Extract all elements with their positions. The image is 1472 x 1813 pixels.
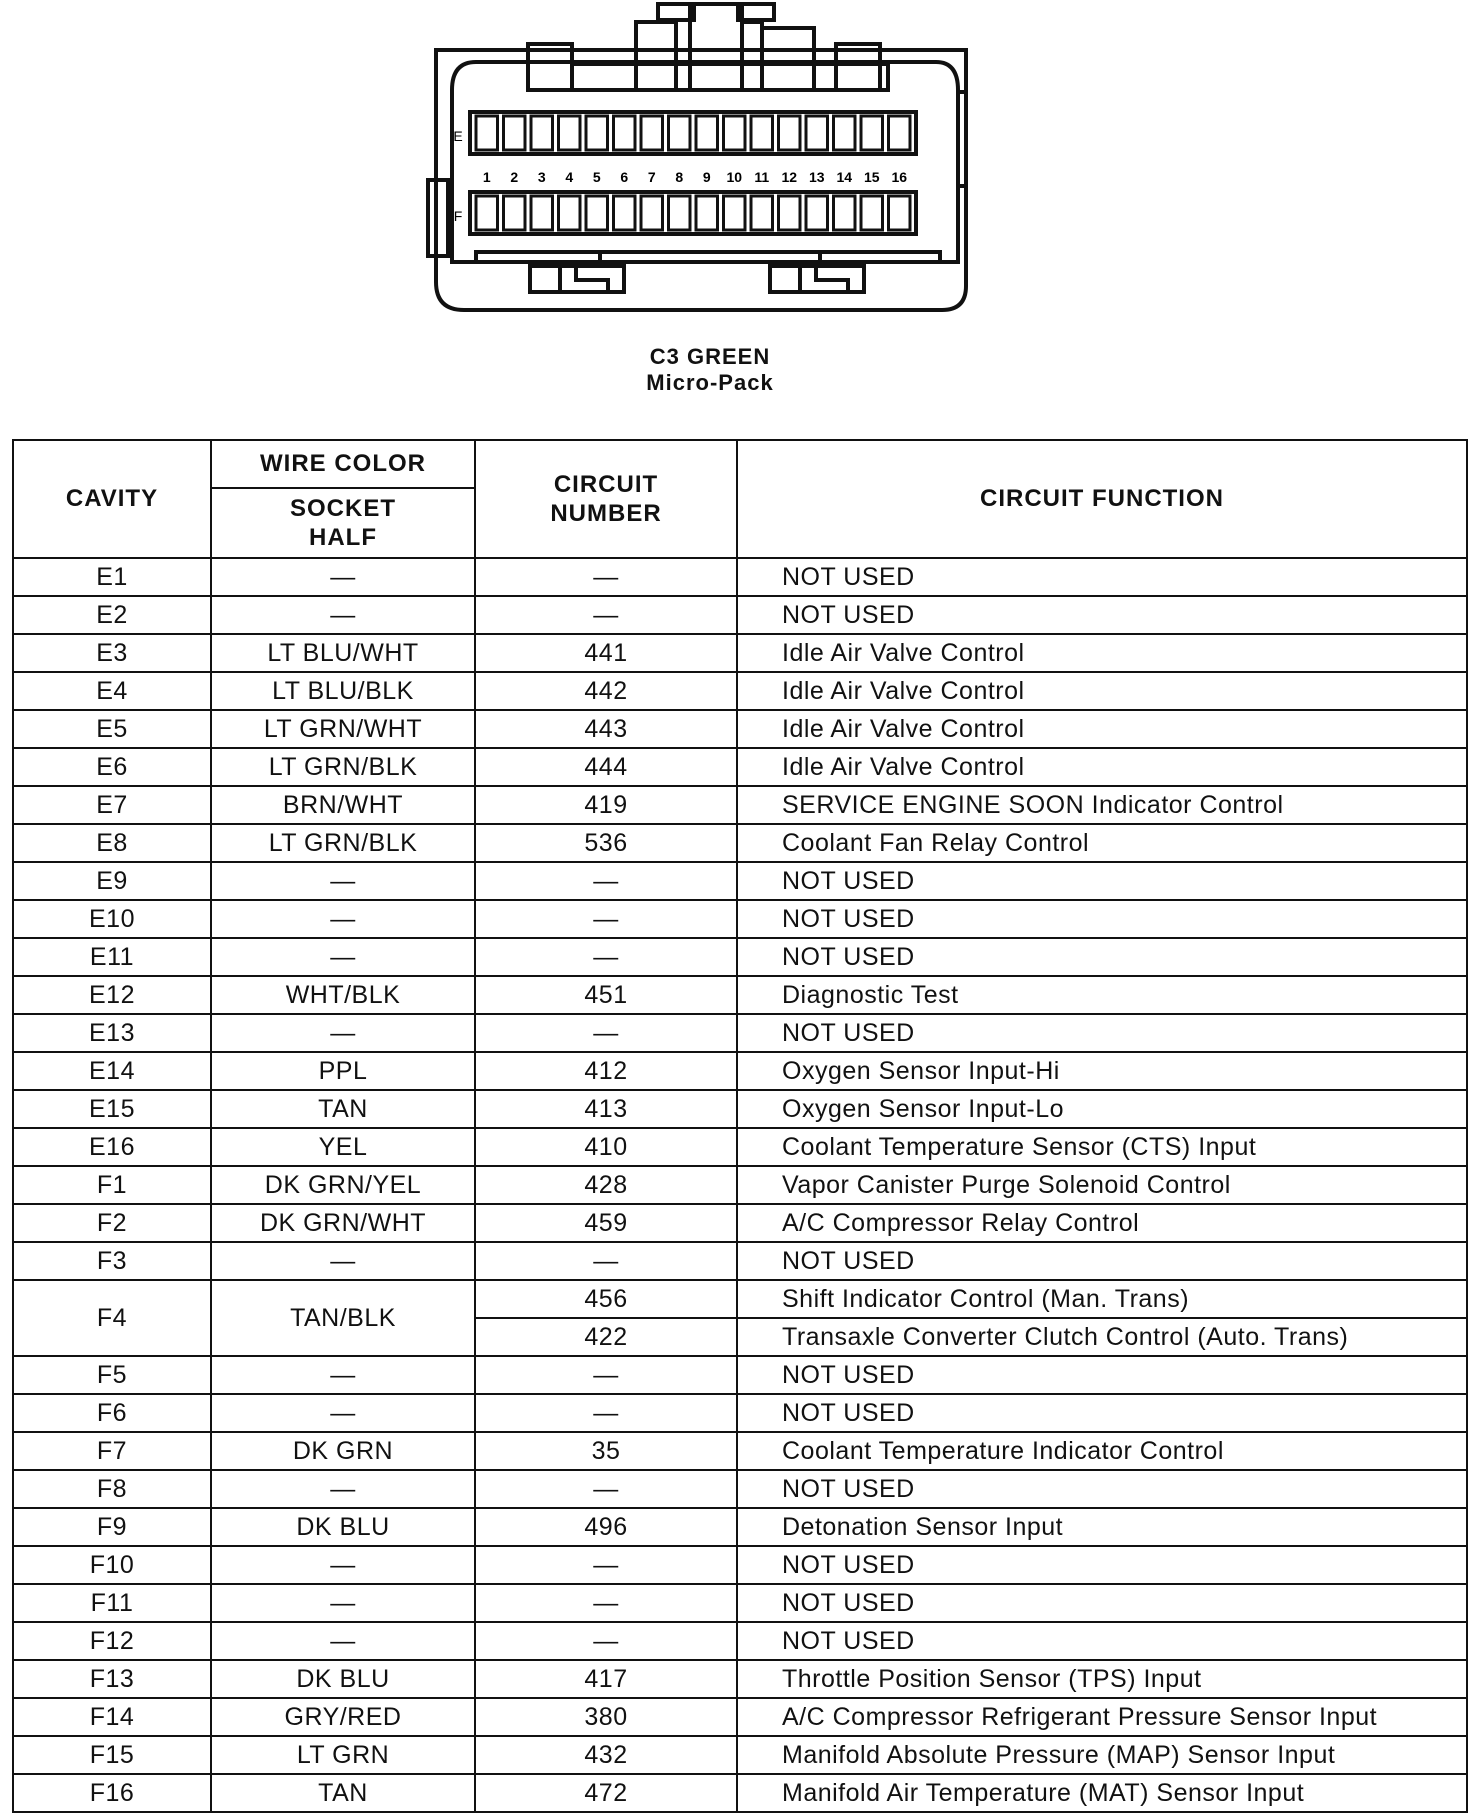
cavity-e14 <box>834 116 856 150</box>
cavity-e13 <box>806 116 828 150</box>
cell-cavity: E15 <box>13 1090 211 1128</box>
pin-number: 2 <box>510 169 519 185</box>
cell-circuit-number: — <box>475 938 737 976</box>
cell-circuit-number: 442 <box>475 672 737 710</box>
cell-wire-color: — <box>211 1470 475 1508</box>
table-row <box>13 710 1467 748</box>
table-row <box>13 1660 1467 1698</box>
cell-circuit-function: NOT USED <box>737 1470 1467 1508</box>
cavity-f5 <box>586 196 608 230</box>
row-e-frame <box>470 112 916 154</box>
cavity-f8 <box>669 196 691 230</box>
cavity-e16 <box>889 116 911 150</box>
table-row <box>13 862 1467 900</box>
cell-wire-color: DK BLU <box>211 1508 475 1546</box>
cell-circuit-function: NOT USED <box>737 1356 1467 1394</box>
table-row <box>13 748 1467 786</box>
pin-number: 5 <box>592 169 601 185</box>
cell-circuit-function: NOT USED <box>737 1242 1467 1280</box>
cavity-e15 <box>861 116 883 150</box>
cell-circuit-function: NOT USED <box>737 558 1467 596</box>
cell-circuit-number: — <box>475 1584 737 1622</box>
cell-wire-color: — <box>211 596 475 634</box>
row-f-label: F <box>453 208 463 224</box>
cell-circuit-function: Diagnostic Test <box>737 976 1467 1014</box>
cell-cavity: F8 <box>13 1470 211 1508</box>
cavity-f11 <box>751 196 773 230</box>
cell-cavity: E1 <box>13 558 211 596</box>
cell-circuit-number: — <box>475 1014 737 1052</box>
cell-wire-color: — <box>211 1622 475 1660</box>
pin-number: 8 <box>675 169 684 185</box>
table-row <box>13 1166 1467 1204</box>
cell-cavity: E7 <box>13 786 211 824</box>
table-row <box>13 1774 1467 1812</box>
cell-circuit-function: NOT USED <box>737 596 1467 634</box>
connector-caption-name: C3 GREEN <box>649 344 771 369</box>
cell-wire-color: — <box>211 1356 475 1394</box>
cell-circuit-function: SERVICE ENGINE SOON Indicator Control <box>737 786 1467 824</box>
cell-wire-color: PPL <box>211 1052 475 1090</box>
header-circuit-number: CIRCUIT NUMBER <box>475 440 737 558</box>
cell-cavity: E8 <box>13 824 211 862</box>
cell-wire-color: — <box>211 1584 475 1622</box>
cell-wire-color: LT GRN/BLK <box>211 748 475 786</box>
cell-cavity: E2 <box>13 596 211 634</box>
cell-wire-color: DK GRN <box>211 1432 475 1470</box>
cavity-f1 <box>476 196 498 230</box>
cell-wire-color: — <box>211 900 475 938</box>
cavity-f16 <box>889 196 911 230</box>
cell-cavity: E12 <box>13 976 211 1014</box>
cell-cavity: F14 <box>13 1698 211 1736</box>
cavity-e7 <box>641 116 663 150</box>
cell-circuit-function: NOT USED <box>737 1584 1467 1622</box>
cell-circuit-number: — <box>475 558 737 596</box>
cell-circuit-number: — <box>475 900 737 938</box>
cell-cavity: F5 <box>13 1356 211 1394</box>
cell-circuit-function: NOT USED <box>737 1622 1467 1660</box>
table-row <box>13 1204 1467 1242</box>
cell-circuit-number: 496 <box>475 1508 737 1546</box>
cell-wire-color: — <box>211 1394 475 1432</box>
cell-circuit-function: NOT USED <box>737 862 1467 900</box>
cell-circuit-function: A/C Compressor Refrigerant Pressure Sensor Input <box>737 1698 1467 1736</box>
cavity-e12 <box>779 116 801 150</box>
cell-circuit-function: A/C Compressor Relay Control <box>737 1204 1467 1242</box>
cavity-f9 <box>696 196 718 230</box>
table-row <box>13 1432 1467 1470</box>
cavity-f14 <box>834 196 856 230</box>
connector-latch-center <box>690 4 742 90</box>
cell-circuit-number: — <box>475 1242 737 1280</box>
cell-cavity: F13 <box>13 1660 211 1698</box>
cell-circuit-number: 413 <box>475 1090 737 1128</box>
table-row <box>13 786 1467 824</box>
cell-wire-color: — <box>211 1014 475 1052</box>
cell-cavity: E16 <box>13 1128 211 1166</box>
cell-wire-color: TAN/BLK <box>211 1280 475 1356</box>
cell-wire-color: GRY/RED <box>211 1698 475 1736</box>
cell-wire-color: LT GRN/BLK <box>211 824 475 862</box>
table-row <box>13 634 1467 672</box>
cell-wire-color: DK GRN/WHT <box>211 1204 475 1242</box>
table-row <box>13 1508 1467 1546</box>
header-circuit-function: CIRCUIT FUNCTION <box>737 440 1467 558</box>
cell-circuit-number: 443 <box>475 710 737 748</box>
cell-cavity: E10 <box>13 900 211 938</box>
connector-rib-right <box>762 28 814 90</box>
cell-circuit-function: Manifold Absolute Pressure (MAP) Sensor Input <box>737 1736 1467 1774</box>
cell-circuit-number: 422 <box>475 1318 737 1356</box>
cell-circuit-number: 459 <box>475 1204 737 1242</box>
connector-top-rib <box>572 64 888 90</box>
pin-number: 6 <box>620 169 629 185</box>
cell-cavity: F3 <box>13 1242 211 1280</box>
cell-wire-color: LT BLU/WHT <box>211 634 475 672</box>
cell-cavity: E14 <box>13 1052 211 1090</box>
cavity-e9 <box>696 116 718 150</box>
cavity-f10 <box>724 196 746 230</box>
cell-wire-color: DK BLU <box>211 1660 475 1698</box>
pin-number: 4 <box>565 169 574 185</box>
cell-circuit-number: 441 <box>475 634 737 672</box>
table-row <box>13 672 1467 710</box>
pin-number: 11 <box>754 169 770 185</box>
cell-circuit-number: 428 <box>475 1166 737 1204</box>
cell-cavity: E3 <box>13 634 211 672</box>
connector-diagram <box>0 0 1472 330</box>
cell-cavity: F10 <box>13 1546 211 1584</box>
table-row <box>13 596 1467 634</box>
cell-circuit-number: 451 <box>475 976 737 1014</box>
cell-wire-color: — <box>211 1242 475 1280</box>
pin-number: 14 <box>836 169 853 185</box>
table-row <box>13 1128 1467 1166</box>
cavity-f4 <box>559 196 581 230</box>
cell-circuit-function: Shift Indicator Control (Man. Trans) <box>737 1280 1467 1318</box>
header-cavity: CAVITY <box>13 440 211 558</box>
pin-number: 1 <box>482 169 491 185</box>
cavity-e11 <box>751 116 773 150</box>
cell-wire-color: YEL <box>211 1128 475 1166</box>
connector-caption <box>560 344 860 396</box>
cell-circuit-number: 419 <box>475 786 737 824</box>
cavity-e1 <box>476 116 498 150</box>
cell-circuit-number: 417 <box>475 1660 737 1698</box>
table-row <box>13 900 1467 938</box>
cell-circuit-number: — <box>475 1394 737 1432</box>
cell-circuit-function: Coolant Temperature Sensor (CTS) Input <box>737 1128 1467 1166</box>
cell-circuit-function: NOT USED <box>737 1394 1467 1432</box>
cell-wire-color: TAN <box>211 1774 475 1812</box>
header-wire-color: WIRE COLOR <box>211 440 475 488</box>
row-f-frame <box>470 192 916 234</box>
cell-circuit-function: Idle Air Valve Control <box>737 710 1467 748</box>
cell-circuit-number: — <box>475 1356 737 1394</box>
cell-wire-color: DK GRN/YEL <box>211 1166 475 1204</box>
cavity-f15 <box>861 196 883 230</box>
cell-wire-color: TAN <box>211 1090 475 1128</box>
cell-circuit-function: Oxygen Sensor Input-Lo <box>737 1090 1467 1128</box>
cell-cavity: F4 <box>13 1280 211 1356</box>
table-row <box>13 1356 1467 1394</box>
table-row <box>13 1546 1467 1584</box>
cell-cavity: E5 <box>13 710 211 748</box>
cavity-e8 <box>669 116 691 150</box>
table-row <box>13 938 1467 976</box>
cell-circuit-function: Coolant Temperature Indicator Control <box>737 1432 1467 1470</box>
cell-circuit-number: — <box>475 1470 737 1508</box>
pin-number: 9 <box>702 169 711 185</box>
cell-cavity: F15 <box>13 1736 211 1774</box>
cell-circuit-number: 444 <box>475 748 737 786</box>
row-e-label: E <box>453 128 463 144</box>
cavity-f2 <box>504 196 526 230</box>
cell-circuit-function: Idle Air Valve Control <box>737 672 1467 710</box>
cell-cavity: F6 <box>13 1394 211 1432</box>
table-row <box>13 1698 1467 1736</box>
cell-circuit-function: Detonation Sensor Input <box>737 1508 1467 1546</box>
cavity-e5 <box>586 116 608 150</box>
table-row <box>13 824 1467 862</box>
cavity-e4 <box>559 116 581 150</box>
cell-circuit-number: 410 <box>475 1128 737 1166</box>
cell-cavity: E13 <box>13 1014 211 1052</box>
cell-circuit-function: Idle Air Valve Control <box>737 634 1467 672</box>
table-row <box>13 1280 1467 1318</box>
connector-lock-left-detail <box>560 266 608 292</box>
connector-lock-right-detail <box>800 266 848 292</box>
pin-number: 3 <box>537 169 546 185</box>
pin-number: 7 <box>647 169 656 185</box>
table-row <box>13 1052 1467 1090</box>
cell-cavity: E4 <box>13 672 211 710</box>
cell-circuit-function: Manifold Air Temperature (MAT) Sensor Input <box>737 1774 1467 1812</box>
cell-circuit-number: 456 <box>475 1280 737 1318</box>
cell-circuit-function: Throttle Position Sensor (TPS) Input <box>737 1660 1467 1698</box>
cell-cavity: E6 <box>13 748 211 786</box>
table-row <box>13 1622 1467 1660</box>
table-row <box>13 1584 1467 1622</box>
pin-number: 10 <box>726 169 743 185</box>
header-socket-half: SOCKET HALF <box>211 488 475 558</box>
connector-latch-left-post <box>636 22 676 90</box>
table-row <box>13 1736 1467 1774</box>
connector-caption-type: Micro-Pack <box>646 370 774 395</box>
cell-circuit-number: 472 <box>475 1774 737 1812</box>
cell-circuit-function: Transaxle Converter Clutch Control (Auto. Trans) <box>737 1318 1467 1356</box>
cell-wire-color: WHT/BLK <box>211 976 475 1014</box>
cavity-f13 <box>806 196 828 230</box>
cavity-f12 <box>779 196 801 230</box>
cell-circuit-number: — <box>475 862 737 900</box>
cell-cavity: F2 <box>13 1204 211 1242</box>
cell-wire-color: BRN/WHT <box>211 786 475 824</box>
table-row <box>13 1090 1467 1128</box>
cavity-f6 <box>614 196 636 230</box>
cell-circuit-function: Vapor Canister Purge Solenoid Control <box>737 1166 1467 1204</box>
cell-cavity: F12 <box>13 1622 211 1660</box>
cell-wire-color: LT GRN <box>211 1736 475 1774</box>
cell-circuit-number: — <box>475 596 737 634</box>
cell-circuit-function: NOT USED <box>737 1546 1467 1584</box>
cell-cavity: F7 <box>13 1432 211 1470</box>
cell-cavity: E11 <box>13 938 211 976</box>
cell-circuit-number: — <box>475 1622 737 1660</box>
pinout-table <box>12 439 1468 1813</box>
cell-wire-color: — <box>211 558 475 596</box>
cell-wire-color: — <box>211 862 475 900</box>
cavity-e3 <box>531 116 553 150</box>
cell-wire-color: LT BLU/BLK <box>211 672 475 710</box>
table-row <box>13 976 1467 1014</box>
cell-circuit-number: 432 <box>475 1736 737 1774</box>
pin-number: 13 <box>808 169 825 185</box>
connector-latch-right-post <box>742 22 762 90</box>
cell-circuit-number: 536 <box>475 824 737 862</box>
table-row <box>13 1242 1467 1280</box>
table-row <box>13 558 1467 596</box>
cell-circuit-number: 380 <box>475 1698 737 1736</box>
pin-number: 15 <box>863 169 880 185</box>
cell-circuit-function: NOT USED <box>737 1014 1467 1052</box>
cell-circuit-function: Coolant Fan Relay Control <box>737 824 1467 862</box>
cell-circuit-number: — <box>475 1546 737 1584</box>
cell-circuit-number: 412 <box>475 1052 737 1090</box>
cell-circuit-function: NOT USED <box>737 938 1467 976</box>
cavity-e10 <box>724 116 746 150</box>
cell-cavity: F1 <box>13 1166 211 1204</box>
cell-wire-color: — <box>211 1546 475 1584</box>
cell-wire-color: — <box>211 938 475 976</box>
cell-circuit-function: Oxygen Sensor Input-Hi <box>737 1052 1467 1090</box>
table-row <box>13 1014 1467 1052</box>
cell-circuit-function: Idle Air Valve Control <box>737 748 1467 786</box>
cell-cavity: F16 <box>13 1774 211 1812</box>
cell-cavity: F9 <box>13 1508 211 1546</box>
pin-number: 12 <box>781 169 798 185</box>
cell-circuit-number: 35 <box>475 1432 737 1470</box>
table-row <box>13 1394 1467 1432</box>
cell-cavity: F11 <box>13 1584 211 1622</box>
cell-cavity: E9 <box>13 862 211 900</box>
table-row <box>13 1470 1467 1508</box>
pin-number: 16 <box>891 169 908 185</box>
cell-wire-color: LT GRN/WHT <box>211 710 475 748</box>
cell-circuit-function: NOT USED <box>737 900 1467 938</box>
cavity-e6 <box>614 116 636 150</box>
cavity-f7 <box>641 196 663 230</box>
cavity-f3 <box>531 196 553 230</box>
cavity-e2 <box>504 116 526 150</box>
